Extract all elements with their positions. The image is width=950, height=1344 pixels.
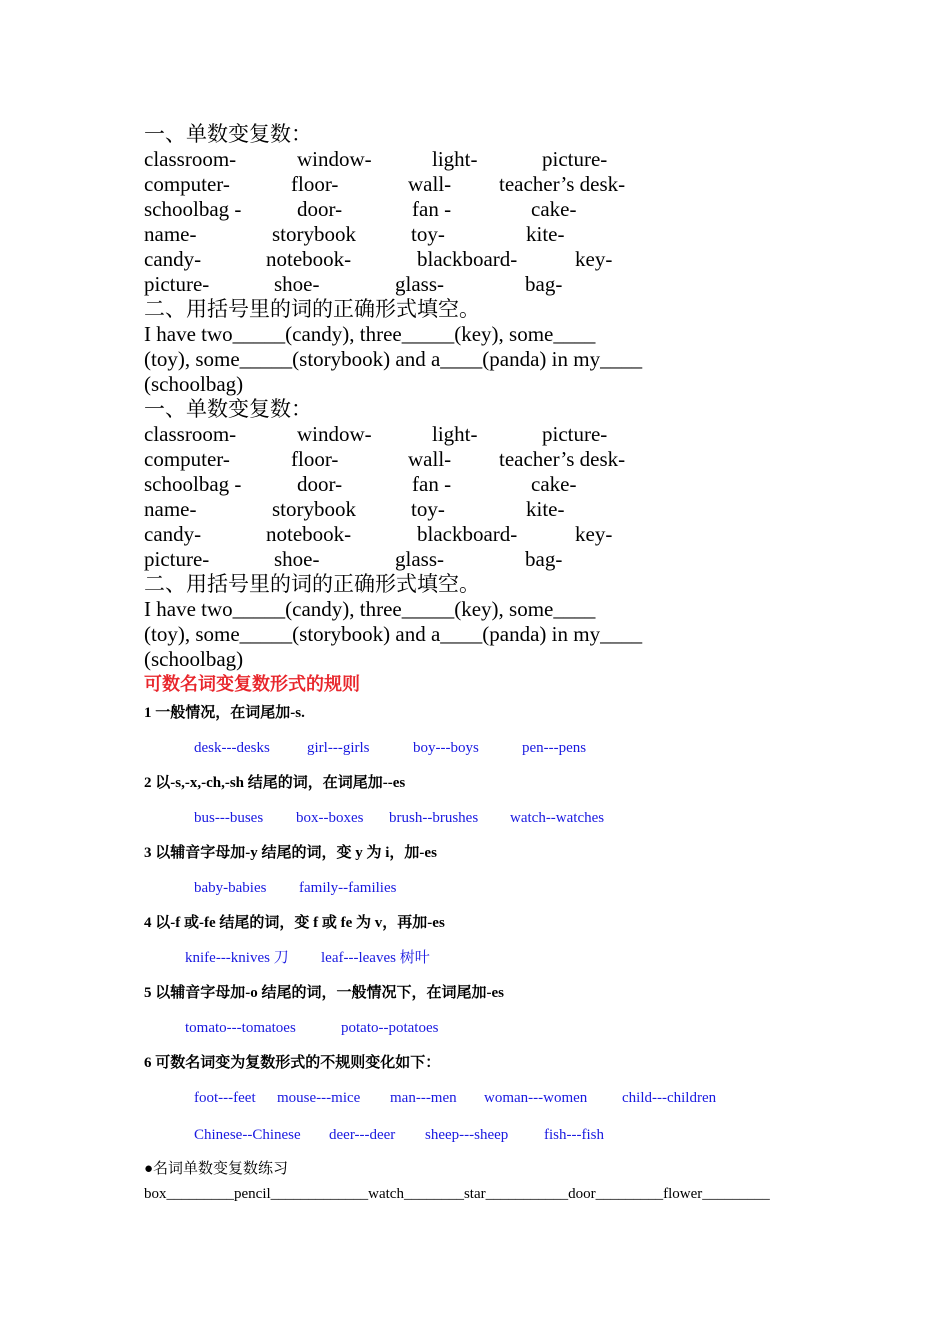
example: mouse---mice bbox=[277, 1090, 361, 1106]
word-item: fan - bbox=[412, 472, 452, 496]
word-item: notebook- bbox=[266, 522, 352, 546]
example: box--boxes bbox=[296, 810, 364, 826]
rule-6-examples-a bbox=[144, 1089, 824, 1108]
rule-1-examples bbox=[144, 739, 824, 758]
word-item: computer- bbox=[144, 172, 230, 196]
fill-blank-line: I have two_____(candy), three_____(key), some____ bbox=[144, 322, 596, 346]
example: pen---pens bbox=[522, 740, 587, 756]
word-item: name- bbox=[144, 222, 197, 246]
word-item: light- bbox=[432, 422, 478, 446]
word-item: cake- bbox=[531, 197, 577, 221]
fill-blank-line: (toy), some_____(storybook) and a____(panda) in my____ bbox=[144, 622, 643, 646]
word-item: classroom- bbox=[144, 147, 237, 171]
example: knife---knives 刀 bbox=[185, 950, 289, 966]
word-item: glass- bbox=[395, 272, 444, 296]
word-item: bag- bbox=[525, 272, 563, 296]
example: tomato---tomatoes bbox=[185, 1020, 296, 1036]
word-item: kite- bbox=[526, 497, 565, 521]
fill-blank-line: (schoolbag) bbox=[144, 372, 244, 396]
word-item: light- bbox=[432, 147, 478, 171]
rules-title: 可数名词变复数形式的规则 bbox=[144, 674, 360, 694]
example: potato--potatoes bbox=[341, 1020, 439, 1036]
rule-6-examples-b bbox=[144, 1126, 824, 1145]
fill-blank-line: I have two_____(candy), three_____(key), some____ bbox=[144, 597, 596, 621]
example: sheep---sheep bbox=[425, 1127, 509, 1143]
word-item: schoolbag - bbox=[144, 472, 242, 496]
example: watch--watches bbox=[510, 810, 605, 826]
example: boy---boys bbox=[413, 740, 479, 756]
rule-2: 2 以-s,-x,-ch,-sh 结尾的词，在词尾加--es bbox=[144, 775, 406, 791]
example: bus---buses bbox=[194, 810, 264, 826]
rule-4-examples bbox=[144, 949, 824, 968]
rule-4: 4 以-f 或-fe 结尾的词，变 f 或 fe 为 v，再加-es bbox=[144, 915, 445, 931]
word-item: wall- bbox=[408, 172, 452, 196]
rule-3: 3 以辅音字母加-y 结尾的词，变 y 为 i，加-es bbox=[144, 845, 437, 861]
word-item: blackboard- bbox=[417, 522, 518, 546]
word-item: candy- bbox=[144, 247, 202, 271]
word-row bbox=[144, 422, 824, 447]
word-row bbox=[144, 522, 824, 547]
word-item: shoe- bbox=[274, 272, 320, 296]
word-item: teacher’s desk- bbox=[499, 172, 626, 196]
word-item: floor- bbox=[291, 172, 339, 196]
rule-5-examples bbox=[144, 1019, 824, 1038]
rule-2-examples bbox=[144, 809, 824, 828]
example: fish---fish bbox=[544, 1127, 604, 1143]
example: man---men bbox=[390, 1090, 457, 1106]
example: brush--brushes bbox=[389, 810, 479, 826]
word-item: key- bbox=[575, 522, 613, 546]
word-row bbox=[144, 247, 824, 272]
example: leaf---leaves 树叶 bbox=[321, 950, 430, 966]
word-item: shoe- bbox=[274, 547, 320, 571]
word-item: blackboard- bbox=[417, 247, 518, 271]
example: girl---girls bbox=[307, 740, 370, 756]
example: deer---deer bbox=[329, 1127, 396, 1143]
section2-title: 二、用括号里的词的正确形式填空。 bbox=[144, 572, 480, 596]
word-item: teacher’s desk- bbox=[499, 447, 626, 471]
section2-title: 二、用括号里的词的正确形式填空。 bbox=[144, 297, 480, 321]
word-row bbox=[144, 222, 824, 247]
word-row bbox=[144, 197, 824, 222]
section1-title: 一、单数变复数： bbox=[144, 122, 312, 146]
word-item: schoolbag - bbox=[144, 197, 242, 221]
word-item: key- bbox=[575, 247, 613, 271]
word-item: glass- bbox=[395, 547, 444, 571]
word-item: window- bbox=[297, 422, 372, 446]
word-item: picture- bbox=[542, 422, 608, 446]
word-item: picture- bbox=[144, 547, 210, 571]
practice-title: ●名词单数变复数练习 bbox=[144, 1161, 289, 1177]
word-item: fan - bbox=[412, 197, 452, 221]
section1-title: 一、单数变复数： bbox=[144, 397, 312, 421]
word-row bbox=[144, 172, 824, 197]
word-item: storybook bbox=[272, 497, 356, 521]
word-item: toy- bbox=[411, 497, 445, 521]
fill-blank-line: (toy), some_____(storybook) and a____(panda) in my____ bbox=[144, 347, 643, 371]
word-item: computer- bbox=[144, 447, 230, 471]
word-item: window- bbox=[297, 147, 372, 171]
example: woman---women bbox=[484, 1090, 588, 1106]
rule-3-examples bbox=[144, 879, 824, 898]
word-row bbox=[144, 497, 824, 522]
word-item: name- bbox=[144, 497, 197, 521]
word-item: door- bbox=[297, 472, 343, 496]
word-item: candy- bbox=[144, 522, 202, 546]
example: desk---desks bbox=[194, 740, 270, 756]
practice-line: box_________pencil_____________watch________star___________door_________flower_________ bbox=[144, 1186, 770, 1202]
example: Chinese--Chinese bbox=[194, 1127, 301, 1143]
fill-blank-line: (schoolbag) bbox=[144, 647, 244, 671]
word-row bbox=[144, 447, 824, 472]
word-item: door- bbox=[297, 197, 343, 221]
rule-6: 6 可数名词变为复数形式的不规则变化如下： bbox=[144, 1055, 441, 1071]
word-row bbox=[144, 147, 824, 172]
word-item: cake- bbox=[531, 472, 577, 496]
rule-5: 5 以辅音字母加-o 结尾的词，一般情况下，在词尾加-es bbox=[144, 985, 504, 1001]
example: baby-babies bbox=[194, 880, 267, 896]
word-item: bag- bbox=[525, 547, 563, 571]
word-item: picture- bbox=[542, 147, 608, 171]
word-row bbox=[144, 547, 824, 572]
word-row bbox=[144, 472, 824, 497]
rule-1: 1 一般情况，在词尾加-s. bbox=[144, 705, 305, 721]
word-item: storybook bbox=[272, 222, 356, 246]
worksheet-page bbox=[144, 122, 824, 1204]
word-row bbox=[144, 272, 824, 297]
example: family--families bbox=[299, 880, 397, 896]
word-item: toy- bbox=[411, 222, 445, 246]
word-item: kite- bbox=[526, 222, 565, 246]
example: child---children bbox=[622, 1090, 717, 1106]
word-item: picture- bbox=[144, 272, 210, 296]
word-item: notebook- bbox=[266, 247, 352, 271]
example: foot---feet bbox=[194, 1090, 256, 1106]
word-item: floor- bbox=[291, 447, 339, 471]
word-item: classroom- bbox=[144, 422, 237, 446]
word-item: wall- bbox=[408, 447, 452, 471]
